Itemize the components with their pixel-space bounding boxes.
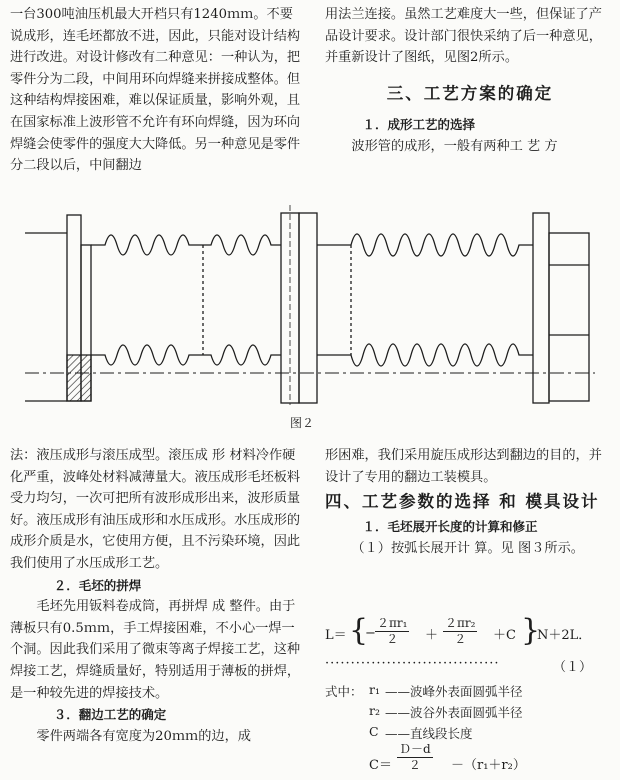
formula-block: L＝ { − ２πr₁ ２ ＋ ２πr₂ ２ ＋C } N＋2L． ·································· （１） 式中： r₁ ——波峰外表面圆弧半径 r₂ ——波谷外表面圆弧半径 C ——直线段长度 C＝ Ｄ－d ２ －（r₁＋r₂） <box>325 613 593 773</box>
fraction-2: ２πr₂ ２ <box>445 616 476 646</box>
defs-intro: 式中： <box>325 684 363 699</box>
equation-number: （１） <box>553 660 593 675</box>
body-paragraph: 波形管的成形，一般有两种工 艺 方 <box>351 138 558 154</box>
dot-leader: ·································· <box>325 656 500 671</box>
def-c: ——直线段长度 <box>385 726 473 741</box>
subsection-heading: １．毛坯展开长度的计算和修正 <box>362 519 538 535</box>
figure-2-bellows-drawing <box>25 205 595 405</box>
c-formula-lhs: C＝ <box>369 758 392 773</box>
subsection-heading: ３．翻边工艺的确定 <box>53 707 167 723</box>
def-r2: ——波谷外表面圆弧半径 <box>385 705 523 720</box>
body-paragraph: 毛坯先用钣料卷成筒，再拼焊 成 整件。由于薄板只有0.5ｍｍ，手工焊接困难，不小心一焊一个洞。因此我们采用了微束等离子焊接工艺，这种焊接工艺，焊缝质量好，特别适用于薄板的拼焊，是一种较先进的焊接技术。 <box>10 599 301 701</box>
def-r2-symbol: r₂ <box>369 703 380 718</box>
right-column-bottom <box>325 445 615 559</box>
c-fraction: Ｄ－d ２ <box>399 742 431 772</box>
bellows-mid <box>203 235 281 255</box>
def-c-symbol: C <box>369 724 379 739</box>
hatched-section <box>67 355 91 401</box>
section-title-4: 四、工艺参数的选择 和 模具设计 <box>325 492 600 512</box>
left-column-bottom <box>10 445 302 747</box>
def-r1: ——波峰外表面圆弧半径 <box>385 684 523 699</box>
bellows-right <box>317 234 533 256</box>
formula-lhs: L＝ <box>325 628 347 643</box>
figure-caption: 图２ <box>290 416 315 430</box>
body-paragraph: 零件两端各有宽度为20ｍｍ的边，成 <box>36 728 251 744</box>
body-paragraph: 一台300吨油压机最大开档只有1240ｍｍ。不要说成形，连毛坯都放不进，因此，只能对设计结构进行改进。对设计修改有二种意见：一种认为，把零件分为二段，中间用环向焊缝来拼接成整体。但这种结构焊接困难，难以保证质量，影响外观，且在国家标准上波形管不允许有环向焊缝，因为环向焊缝会使零件的强度大大降低。另一种意见是零件分二段以后，中间翻边 <box>10 7 301 174</box>
left-column-top <box>10 4 302 177</box>
subsection-heading: １．成形工艺的选择 <box>362 117 476 133</box>
formula-suffix: N＋2L． <box>537 628 592 643</box>
body-paragraph: （１）按弧长展开计 算。见 图３所示。 <box>351 540 584 556</box>
body-paragraph: 法：液压成形与滚压成型。滚压成 形 材料冷作硬化严重，波峰处材料减薄量大。液压成形毛坯板料受力均匀，一次可把所有波形成形出来，波形质量好。液压成形有油压成形和水压成形。水压成形的成形介质是水，它使用方便，且不污染环境，因此我们使用了水压成形工艺。 <box>10 448 301 571</box>
subsection-heading: ２．毛坯的拼焊 <box>53 577 142 593</box>
brace-close: } <box>521 613 541 648</box>
formula-tail: ＋C <box>493 628 516 643</box>
right-column-top <box>325 4 615 158</box>
section-title-3: 三、工艺方案的确定 <box>386 83 554 103</box>
brace-open: { <box>349 613 369 648</box>
body-paragraph: 形困难，我们采用旋压成形达到翻边的目的，并设计了专用的翻边工装模具。 <box>325 448 602 485</box>
body-paragraph: 用法兰连接。虽然工艺难度大一些，但保证了产品设计要求。设计部门很快采纳了后一种意见，并重新设计了图纸，见图2所示。 <box>325 7 602 66</box>
plus-sign: ＋ <box>425 628 439 643</box>
c-formula-rest: －（r₁＋r₂） <box>451 758 526 773</box>
right-flange <box>533 213 549 403</box>
fraction-1: ２πr₁ ２ <box>377 616 408 646</box>
def-r1-symbol: r₁ <box>369 682 380 697</box>
bellows-left <box>91 235 203 255</box>
